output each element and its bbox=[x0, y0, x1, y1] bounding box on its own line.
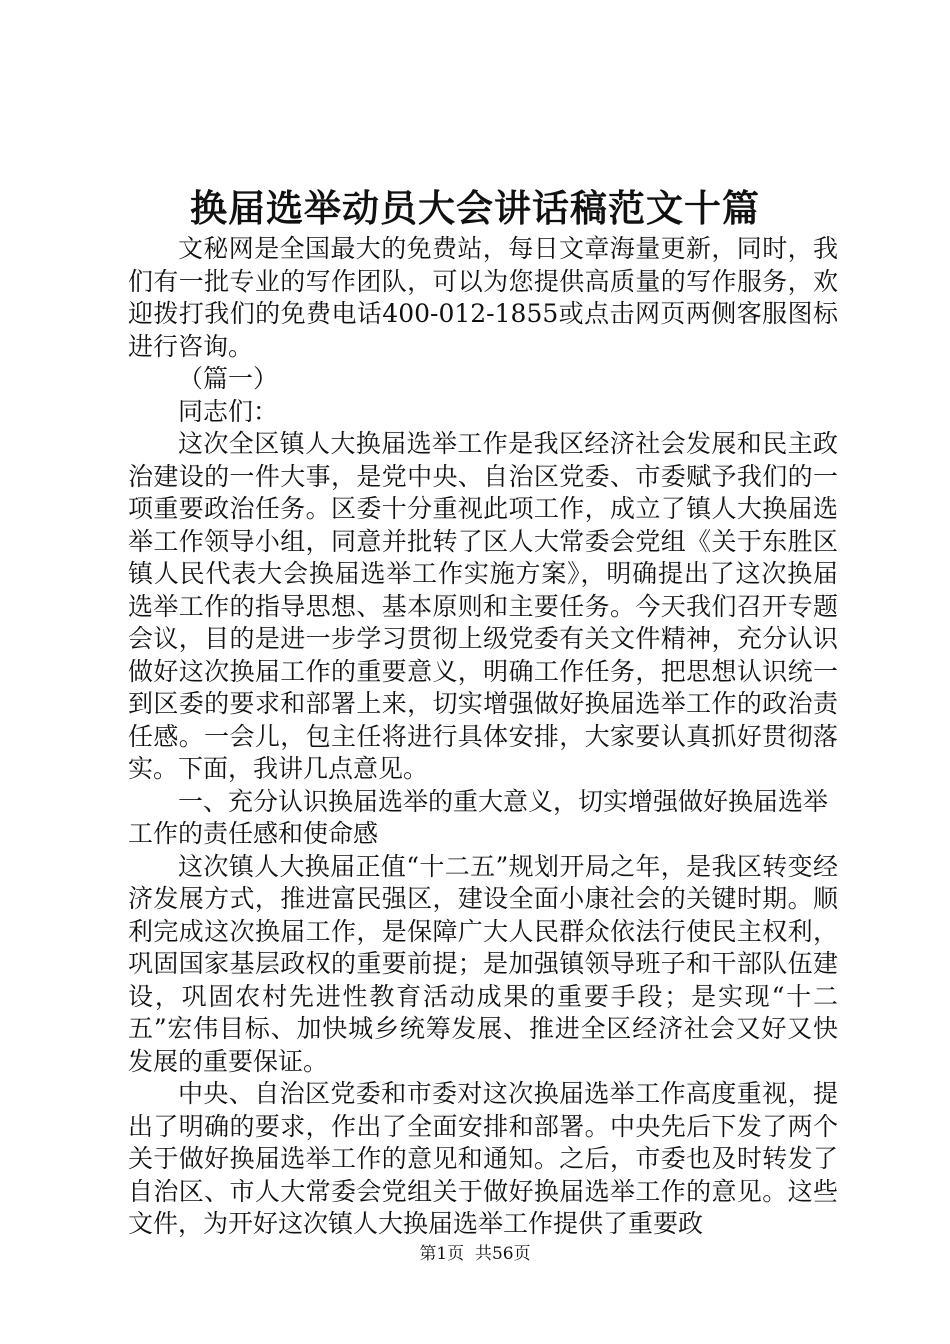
body-paragraph: 这次镇人大换届正值“十二五”规划开局之年，是我区转变经济发展方式，推进富民强区，建设全面小康社会的关键时期。顺利完成这次换届工作，是保障广大人民群众依法行使民主权利，巩固国家基层政权的重要前提；是加强镇领导班子和干部队伍建设，巩固农村先进性教育活动成果的重要手段；是实现“十二五”宏伟目标、加快城乡统筹发展、推进全区经济社会又好又快发展的重要保证。 bbox=[128, 851, 838, 1076]
intro-paragraph: 文秘网是全国最大的免费站，每日文章海量更新，同时，我们有一批专业的写作团队，可以为您提供高质量的写作服务，欢迎拨打我们的免费电话400-012-1855或点击网页两侧客服图标进行咨询。 bbox=[128, 234, 838, 361]
section-heading: （篇一） bbox=[178, 364, 279, 393]
body-paragraph: 这次全区镇人大换届选举工作是我区经济社会发展和民主政治建设的一件大事，是党中央、自治区党委、市委赋予我们的一项重要政治任务。区委十分重视此项工作，成立了镇人大换届选举工作领导小组，同意并批转了区人大常委会党组《关于东胜区镇人民代表大会换届选举工作实施方案》，明确提出了这次换届选举工作的指导思想、基本原则和主要任务。今天我们召开专题会议，目的是进一步学习贯彻上级党委有关文件精神，充分认识做好这次换届工作的重要意义，明确工作任务，把思想认识统一到区委的要求和部署上来，切实增强做好换届选举工作的政治责任感。一会儿，包主任将进行具体安排，大家要认真抓好贯彻落实。下面，我讲几点意见。 bbox=[128, 429, 838, 783]
document-title: 换届选举动员大会讲话稿范文十篇 bbox=[190, 186, 760, 230]
page-number-footer: 第1页 共56页 bbox=[419, 1244, 531, 1264]
body-paragraph: 中央、自治区党委和市委对这次换届选举工作高度重视，提出了明确的要求，作出了全面安排和部署。中央先后下发了两个关于做好换届选举工作的意见和通知。之后，市委也及时转发了自治区、市人大常委会党组关于做好换届选举工作的意见。这些文件，为开好这次镇人大换届选举工作提供了重要政 bbox=[128, 1079, 838, 1238]
document-body bbox=[128, 233, 838, 1241]
subsection-heading: 一、充分认识换届选举的重大意义，切实增强做好换届选举工作的责任感和使命感 bbox=[128, 786, 829, 848]
salutation: 同志们： bbox=[178, 396, 279, 426]
